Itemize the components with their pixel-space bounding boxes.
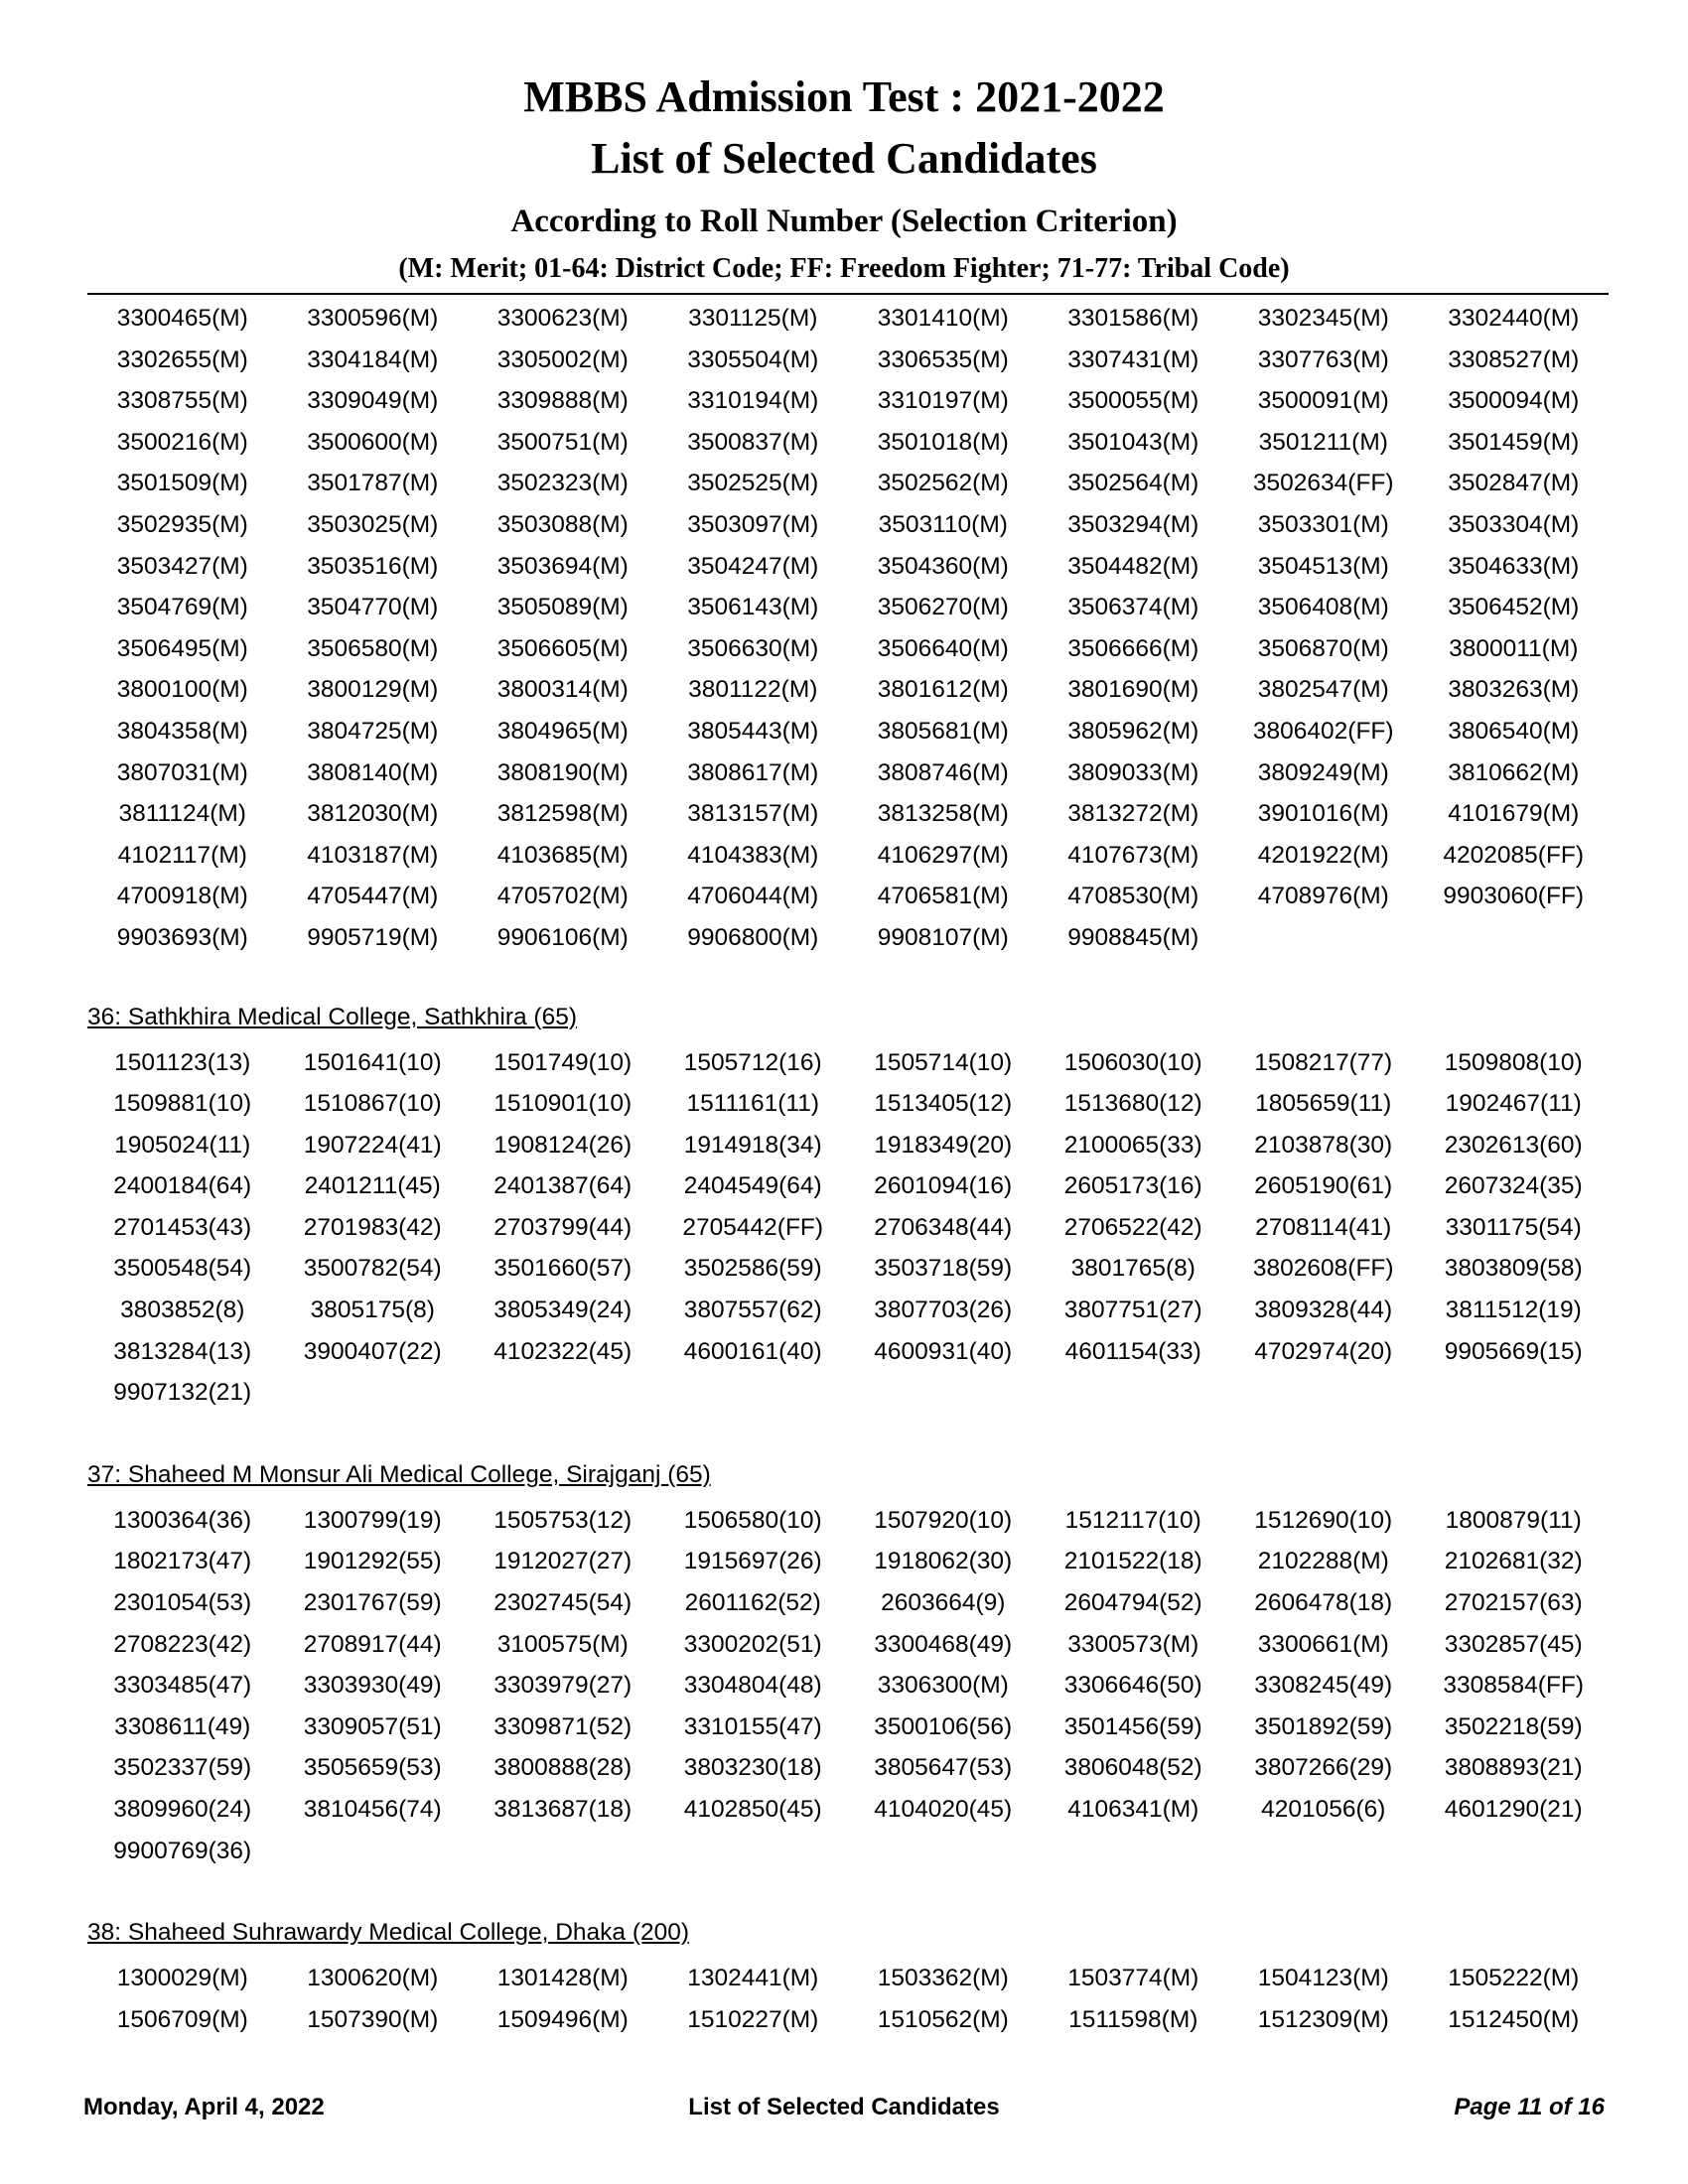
roll-number: 9905719(M) bbox=[307, 923, 439, 951]
roll-number: 3810662(M) bbox=[1448, 758, 1580, 786]
roll-number: 3503097(M) bbox=[687, 510, 819, 538]
roll-number: 3807557(62) bbox=[683, 1297, 822, 1324]
roll-number: 1501123(13) bbox=[114, 1048, 251, 1076]
roll-number: 4102322(45) bbox=[493, 1337, 633, 1365]
roll-number: 1512450(M) bbox=[1448, 2005, 1580, 2033]
roll-number: 3800888(28) bbox=[493, 1754, 633, 1782]
roll-number: 1512690(10) bbox=[1254, 1506, 1393, 1534]
roll-number: 9903693(M) bbox=[116, 923, 248, 951]
roll-number: 3501456(59) bbox=[1063, 1712, 1202, 1740]
roll-number: 3307431(M) bbox=[1067, 345, 1199, 373]
roll-number: 1301428(M) bbox=[496, 1965, 629, 1992]
roll-number: 3502564(M) bbox=[1067, 470, 1199, 497]
college-title-suhrawardy: 38: Shaheed Suhrawardy Medical College, Dhaka (200) bbox=[87, 1919, 690, 1947]
roll-number: 3806402(FF) bbox=[1252, 717, 1394, 745]
roll-number: 3800100(M) bbox=[116, 676, 248, 704]
roll-number: 3310194(M) bbox=[687, 387, 819, 415]
roll-number: 3501892(59) bbox=[1254, 1712, 1393, 1740]
roll-number: 1505714(10) bbox=[874, 1048, 1013, 1076]
roll-number: 3504513(M) bbox=[1257, 552, 1389, 580]
roll-number: 1510562(M) bbox=[877, 2005, 1009, 2033]
roll-number: 3504769(M) bbox=[116, 594, 248, 621]
roll-number: 3305504(M) bbox=[687, 345, 819, 373]
roll-number: 3804725(M) bbox=[307, 717, 439, 745]
roll-number: 1501749(10) bbox=[493, 1048, 633, 1076]
roll-number: 3302345(M) bbox=[1257, 305, 1389, 332]
roll-number: 3506666(M) bbox=[1067, 634, 1199, 662]
roll-number: 3900407(22) bbox=[303, 1337, 442, 1365]
roll-number: 3310155(47) bbox=[683, 1712, 822, 1740]
roll-number: 3500216(M) bbox=[116, 428, 248, 456]
roll-number: 9900769(36) bbox=[113, 1837, 252, 1864]
roll-grid bbox=[87, 1042, 1609, 1414]
roll-number: 3504360(M) bbox=[877, 552, 1009, 580]
college-title-sathkhira: 36: Sathkhira Medical College, Sathkhira (65) bbox=[87, 1003, 577, 1030]
roll-number: 1512117(10) bbox=[1064, 1506, 1201, 1534]
roll-number: 3308611(49) bbox=[114, 1712, 251, 1740]
roll-number: 3805349(24) bbox=[493, 1297, 633, 1324]
roll-number: 3306646(50) bbox=[1063, 1672, 1202, 1700]
roll-number: 4706044(M) bbox=[687, 883, 819, 910]
roll-number: 1503774(M) bbox=[1067, 1965, 1199, 1992]
roll-number: 2102681(32) bbox=[1444, 1548, 1583, 1575]
roll-number: 3503110(M) bbox=[878, 510, 1008, 538]
roll-number: 4104383(M) bbox=[687, 841, 819, 869]
roll-number: 3801122(M) bbox=[688, 676, 818, 704]
roll-number: 3506870(M) bbox=[1257, 634, 1389, 662]
roll-number: 3812030(M) bbox=[307, 800, 439, 828]
roll-number: 3303979(27) bbox=[493, 1672, 633, 1700]
roll-number: 4102850(45) bbox=[683, 1796, 822, 1823]
document-subtitle: List of Selected Candidates bbox=[591, 134, 1097, 183]
college-title-sirajganj: 37: Shaheed M Monsur Ali Medical College, Sirajganj (65) bbox=[87, 1460, 711, 1488]
roll-number: 2301767(59) bbox=[303, 1589, 442, 1617]
roll-number: 2701453(43) bbox=[113, 1213, 252, 1241]
roll-number: 3807266(29) bbox=[1254, 1754, 1393, 1782]
roll-number: 1805659(11) bbox=[1255, 1090, 1392, 1118]
roll-number: 2404549(64) bbox=[683, 1172, 822, 1200]
roll-number: 3500055(M) bbox=[1067, 387, 1199, 415]
roll-number: 3501459(M) bbox=[1448, 428, 1580, 456]
footer-date: Monday, April 4, 2022 bbox=[83, 2094, 325, 2120]
roll-number: 3501043(M) bbox=[1067, 428, 1199, 456]
roll-number: 1800879(11) bbox=[1445, 1506, 1582, 1534]
roll-number: 3300202(51) bbox=[683, 1630, 822, 1658]
roll-number: 4201056(6) bbox=[1261, 1796, 1386, 1823]
roll-number: 3506495(M) bbox=[116, 634, 248, 662]
roll-number: 4705702(M) bbox=[496, 883, 629, 910]
roll-number: 3503088(M) bbox=[496, 510, 629, 538]
roll-number: 4601154(33) bbox=[1064, 1337, 1201, 1365]
roll-number: 3503718(59) bbox=[874, 1255, 1013, 1283]
roll-number: 2701983(42) bbox=[303, 1213, 442, 1241]
roll-number: 9905669(15) bbox=[1444, 1337, 1583, 1365]
roll-number: 3802547(M) bbox=[1257, 676, 1389, 704]
roll-grid bbox=[87, 1500, 1609, 1871]
roll-number: 9907132(21) bbox=[113, 1379, 252, 1407]
roll-number: 1506580(10) bbox=[683, 1506, 822, 1534]
roll-number: 4106297(M) bbox=[877, 841, 1009, 869]
roll-number: 2605190(61) bbox=[1254, 1172, 1393, 1200]
roll-number: 3801690(M) bbox=[1067, 676, 1199, 704]
roll-number: 3506640(M) bbox=[877, 634, 1009, 662]
roll-number: 3500600(M) bbox=[307, 428, 439, 456]
roll-number: 3506452(M) bbox=[1448, 594, 1580, 621]
roll-number: 2705442(FF) bbox=[682, 1213, 824, 1241]
roll-number: 4106341(M) bbox=[1067, 1796, 1199, 1823]
roll-number: 3803263(M) bbox=[1448, 676, 1580, 704]
roll-number: 3305002(M) bbox=[496, 345, 629, 373]
roll-number: 3506580(M) bbox=[307, 634, 439, 662]
roll-number: 1507920(10) bbox=[874, 1506, 1013, 1534]
roll-number: 1510901(10) bbox=[493, 1090, 633, 1118]
roll-number: 1506030(10) bbox=[1063, 1048, 1202, 1076]
roll-number: 3300661(M) bbox=[1257, 1630, 1389, 1658]
roll-number: 4103685(M) bbox=[496, 841, 629, 869]
roll-number: 1918062(30) bbox=[874, 1548, 1013, 1575]
roll-number: 1503362(M) bbox=[877, 1965, 1009, 1992]
roll-number: 3300468(49) bbox=[874, 1630, 1013, 1658]
roll-number: 3502323(M) bbox=[496, 470, 629, 497]
roll-number: 1510227(M) bbox=[687, 2005, 819, 2033]
roll-number: 1912027(27) bbox=[493, 1548, 633, 1575]
roll-number: 2301054(53) bbox=[113, 1589, 252, 1617]
roll-number: 4705447(M) bbox=[307, 883, 439, 910]
roll-number: 1302441(M) bbox=[687, 1965, 819, 1992]
roll-number: 3501509(M) bbox=[116, 470, 248, 497]
roll-number: 3500106(56) bbox=[874, 1712, 1013, 1740]
roll-number: 1512309(M) bbox=[1257, 2005, 1389, 2033]
roll-number: 3506374(M) bbox=[1067, 594, 1199, 621]
roll-number: 3500782(54) bbox=[303, 1255, 442, 1283]
document-title: MBBS Admission Test : 2021-2022 bbox=[523, 72, 1165, 121]
roll-number: 3304184(M) bbox=[307, 345, 439, 373]
roll-number: 3802608(FF) bbox=[1252, 1255, 1394, 1283]
roll-number: 4102117(M) bbox=[117, 841, 247, 869]
roll-number: 3804965(M) bbox=[496, 717, 629, 745]
roll-number: 3309871(52) bbox=[493, 1712, 633, 1740]
roll-number: 3503694(M) bbox=[496, 552, 629, 580]
roll-number: 3504770(M) bbox=[307, 594, 439, 621]
roll-number: 4702974(20) bbox=[1254, 1337, 1393, 1365]
roll-number: 3806540(M) bbox=[1448, 717, 1580, 745]
roll-number: 3300623(M) bbox=[496, 305, 629, 332]
roll-number: 3502218(59) bbox=[1444, 1712, 1583, 1740]
roll-number: 2101522(18) bbox=[1063, 1548, 1202, 1575]
roll-number: 3506630(M) bbox=[687, 634, 819, 662]
roll-number: 3813258(M) bbox=[877, 800, 1009, 828]
roll-number: 1908124(26) bbox=[493, 1131, 633, 1159]
roll-number: 3808140(M) bbox=[307, 758, 439, 786]
roll-number: 3308584(FF) bbox=[1443, 1672, 1585, 1700]
roll-number: 3301125(M) bbox=[688, 305, 818, 332]
roll-number: 3503427(M) bbox=[116, 552, 248, 580]
roll-number: 1918349(20) bbox=[874, 1131, 1013, 1159]
roll-number: 3813272(M) bbox=[1067, 800, 1199, 828]
roll-number: 3800011(M) bbox=[1449, 634, 1579, 662]
roll-number: 3500094(M) bbox=[1448, 387, 1580, 415]
roll-number: 3302857(45) bbox=[1444, 1630, 1583, 1658]
roll-number: 4202085(FF) bbox=[1443, 841, 1585, 869]
roll-number: 3805443(M) bbox=[687, 717, 819, 745]
roll-number: 3501660(57) bbox=[493, 1255, 633, 1283]
roll-number: 3504247(M) bbox=[687, 552, 819, 580]
roll-number: 1505222(M) bbox=[1448, 1965, 1580, 1992]
roll-number: 3806048(52) bbox=[1063, 1754, 1202, 1782]
roll-number: 3307763(M) bbox=[1257, 345, 1389, 373]
roll-number: 1506709(M) bbox=[116, 2005, 248, 2033]
roll-number: 3808746(M) bbox=[877, 758, 1009, 786]
roll-number: 3308527(M) bbox=[1448, 345, 1580, 373]
roll-number: 1501641(10) bbox=[303, 1048, 442, 1076]
roll-number: 3813157(M) bbox=[687, 800, 819, 828]
roll-number: 1802173(47) bbox=[113, 1548, 252, 1575]
roll-number: 9906800(M) bbox=[687, 923, 819, 951]
roll-number: 3803809(58) bbox=[1444, 1255, 1583, 1283]
roll-number: 1511161(11) bbox=[686, 1090, 819, 1118]
roll-number: 3505659(53) bbox=[303, 1754, 442, 1782]
roll-number: 3810456(74) bbox=[303, 1796, 442, 1823]
roll-number: 3809249(M) bbox=[1257, 758, 1389, 786]
code-legend: (M: Merit; 01-64: District Code; FF: Freedom Fighter; 71-77: Tribal Code) bbox=[398, 253, 1290, 284]
roll-number: 3306535(M) bbox=[877, 345, 1009, 373]
roll-number: 2601094(16) bbox=[874, 1172, 1013, 1200]
roll-number: 3301175(54) bbox=[1445, 1213, 1582, 1241]
roll-number: 1907224(41) bbox=[303, 1131, 442, 1159]
roll-number: 3301410(M) bbox=[877, 305, 1009, 332]
roll-number: 2706522(42) bbox=[1063, 1213, 1202, 1241]
roll-number: 4104020(45) bbox=[874, 1796, 1013, 1823]
roll-number: 2400184(64) bbox=[113, 1172, 252, 1200]
roll-number: 3500091(M) bbox=[1257, 387, 1389, 415]
roll-number: 1300620(M) bbox=[307, 1965, 439, 1992]
roll-grid bbox=[87, 1958, 1609, 2040]
roll-number: 3800314(M) bbox=[496, 676, 629, 704]
roll-number: 3807751(27) bbox=[1063, 1297, 1202, 1324]
roll-number: 3801612(M) bbox=[877, 676, 1009, 704]
roll-number: 3809960(24) bbox=[113, 1796, 252, 1823]
roll-number: 3304804(48) bbox=[683, 1672, 822, 1700]
roll-number: 3502586(59) bbox=[683, 1255, 822, 1283]
roll-number: 3801765(8) bbox=[1070, 1255, 1196, 1283]
roll-number: 1511598(M) bbox=[1068, 2005, 1198, 2033]
roll-number: 2706348(44) bbox=[874, 1213, 1013, 1241]
roll-number: 3309049(M) bbox=[307, 387, 439, 415]
roll-number: 3501787(M) bbox=[307, 470, 439, 497]
roll-number: 3506270(M) bbox=[877, 594, 1009, 621]
roll-number: 3803852(8) bbox=[120, 1297, 245, 1324]
roll-number: 9903060(FF) bbox=[1443, 883, 1585, 910]
roll-number: 3500548(54) bbox=[113, 1255, 252, 1283]
roll-number: 3809033(M) bbox=[1067, 758, 1199, 786]
roll-number: 3504482(M) bbox=[1067, 552, 1199, 580]
roll-number: 3809328(44) bbox=[1254, 1297, 1393, 1324]
roll-number: 1902467(11) bbox=[1445, 1090, 1582, 1118]
roll-number: 3807703(26) bbox=[874, 1297, 1013, 1324]
roll-number: 2708917(44) bbox=[303, 1630, 442, 1658]
roll-number: 1905024(11) bbox=[114, 1131, 251, 1159]
roll-number: 3302440(M) bbox=[1448, 305, 1580, 332]
roll-number: 2607324(35) bbox=[1444, 1172, 1583, 1200]
roll-number: 3805681(M) bbox=[877, 717, 1009, 745]
roll-number: 3813687(18) bbox=[493, 1796, 633, 1823]
roll-number: 3504633(M) bbox=[1448, 552, 1580, 580]
roll-number: 3300465(M) bbox=[116, 305, 248, 332]
roll-number: 3501018(M) bbox=[877, 428, 1009, 456]
roll-number: 3807031(M) bbox=[116, 758, 248, 786]
roll-number: 1513405(12) bbox=[874, 1090, 1013, 1118]
roll-number: 3804358(M) bbox=[116, 717, 248, 745]
roll-number: 3300596(M) bbox=[307, 305, 439, 332]
roll-number: 3309888(M) bbox=[496, 387, 629, 415]
roll-number: 3306300(M) bbox=[877, 1672, 1009, 1700]
roll-number: 3100575(M) bbox=[496, 1630, 629, 1658]
roll-number: 3506408(M) bbox=[1257, 594, 1389, 621]
roll-number: 4107673(M) bbox=[1067, 841, 1199, 869]
roll-number: 3805962(M) bbox=[1067, 717, 1199, 745]
roll-number: 2401211(45) bbox=[304, 1172, 441, 1200]
roll-number: 3808893(21) bbox=[1444, 1754, 1583, 1782]
roll-number: 3808617(M) bbox=[687, 758, 819, 786]
roll-number: 2708114(41) bbox=[1255, 1213, 1392, 1241]
roll-number: 1509808(10) bbox=[1444, 1048, 1583, 1076]
roll-number: 2603664(9) bbox=[881, 1589, 1006, 1617]
roll-number: 4101679(M) bbox=[1448, 800, 1580, 828]
roll-number: 3502634(FF) bbox=[1252, 470, 1394, 497]
roll-number: 1509496(M) bbox=[496, 2005, 629, 2033]
roll-number: 2103878(30) bbox=[1254, 1131, 1393, 1159]
roll-number: 3808190(M) bbox=[496, 758, 629, 786]
roll-number: 4600931(40) bbox=[874, 1337, 1013, 1365]
footer-page-number: Page 11 of 16 bbox=[1454, 2094, 1605, 2120]
roll-number: 2604794(52) bbox=[1063, 1589, 1202, 1617]
roll-number: 2703799(44) bbox=[493, 1213, 633, 1241]
roll-number: 3301586(M) bbox=[1067, 305, 1199, 332]
roll-number: 3811512(19) bbox=[1445, 1297, 1582, 1324]
roll-number: 2601162(52) bbox=[684, 1589, 821, 1617]
roll-number: 1508217(77) bbox=[1254, 1048, 1393, 1076]
roll-number: 9908845(M) bbox=[1067, 923, 1199, 951]
roll-number: 3503025(M) bbox=[307, 510, 439, 538]
roll-number: 2708223(42) bbox=[113, 1630, 252, 1658]
roll-number: 3502562(M) bbox=[877, 470, 1009, 497]
roll-number: 3308245(49) bbox=[1254, 1672, 1393, 1700]
roll-number: 3811124(M) bbox=[118, 800, 246, 828]
roll-number: 3506605(M) bbox=[496, 634, 629, 662]
roll-number: 2100065(33) bbox=[1063, 1131, 1202, 1159]
roll-number: 1505712(16) bbox=[683, 1048, 822, 1076]
roll-number: 3300573(M) bbox=[1067, 1630, 1199, 1658]
candidate-list bbox=[87, 298, 1609, 2040]
roll-number: 1914918(34) bbox=[683, 1131, 822, 1159]
roll-number: 2606478(18) bbox=[1254, 1589, 1393, 1617]
roll-number: 3310197(M) bbox=[877, 387, 1009, 415]
roll-number: 3502935(M) bbox=[116, 510, 248, 538]
roll-number: 4708530(M) bbox=[1067, 883, 1199, 910]
roll-number: 1513680(12) bbox=[1063, 1090, 1202, 1118]
roll-number: 2102288(M) bbox=[1257, 1548, 1389, 1575]
roll-number: 3502525(M) bbox=[687, 470, 819, 497]
roll-number: 3500751(M) bbox=[496, 428, 629, 456]
roll-number: 3812598(M) bbox=[496, 800, 629, 828]
roll-number: 2302613(60) bbox=[1444, 1131, 1583, 1159]
footer-title: List of Selected Candidates bbox=[688, 2094, 1000, 2120]
roll-number: 3503304(M) bbox=[1448, 510, 1580, 538]
roll-number: 9908107(M) bbox=[877, 923, 1009, 951]
roll-number: 1510867(10) bbox=[303, 1090, 442, 1118]
roll-number: 4103187(M) bbox=[307, 841, 439, 869]
roll-number: 3901016(M) bbox=[1257, 800, 1389, 828]
roll-grid bbox=[87, 298, 1609, 959]
roll-number: 1300364(36) bbox=[113, 1506, 252, 1534]
roll-number: 3309057(51) bbox=[303, 1712, 442, 1740]
roll-number: 4601290(21) bbox=[1444, 1796, 1583, 1823]
selection-criterion: According to Roll Number (Selection Criterion) bbox=[510, 204, 1178, 239]
roll-number: 2605173(16) bbox=[1063, 1172, 1202, 1200]
roll-number: 2302745(54) bbox=[493, 1589, 633, 1617]
roll-number: 9906106(M) bbox=[496, 923, 629, 951]
roll-number: 3503301(M) bbox=[1257, 510, 1389, 538]
roll-number: 1300799(19) bbox=[303, 1506, 442, 1534]
roll-number: 1901292(55) bbox=[303, 1548, 442, 1575]
roll-number: 3505089(M) bbox=[496, 594, 629, 621]
roll-number: 3805175(8) bbox=[310, 1297, 435, 1324]
roll-number: 3302655(M) bbox=[116, 345, 248, 373]
roll-number: 1915697(26) bbox=[683, 1548, 822, 1575]
roll-number: 3303930(49) bbox=[303, 1672, 442, 1700]
roll-number: 1505753(12) bbox=[493, 1506, 633, 1534]
roll-number: 3501211(M) bbox=[1258, 428, 1388, 456]
roll-number: 1509881(10) bbox=[113, 1090, 252, 1118]
roll-number: 3800129(M) bbox=[307, 676, 439, 704]
roll-number: 3303485(47) bbox=[113, 1672, 252, 1700]
roll-number: 3813284(13) bbox=[113, 1337, 252, 1365]
roll-number: 3308755(M) bbox=[116, 387, 248, 415]
roll-number: 3502337(59) bbox=[113, 1754, 252, 1782]
roll-number: 4706581(M) bbox=[877, 883, 1009, 910]
roll-number: 4201922(M) bbox=[1257, 841, 1389, 869]
header-rule bbox=[87, 293, 1609, 295]
roll-number: 4600161(40) bbox=[683, 1337, 822, 1365]
roll-number: 2401387(64) bbox=[493, 1172, 633, 1200]
roll-number: 1507390(M) bbox=[307, 2005, 439, 2033]
roll-number: 3500837(M) bbox=[687, 428, 819, 456]
roll-number: 3503294(M) bbox=[1067, 510, 1199, 538]
roll-number: 4708976(M) bbox=[1257, 883, 1389, 910]
roll-number: 1504123(M) bbox=[1257, 1965, 1389, 1992]
roll-number: 3805647(53) bbox=[874, 1754, 1013, 1782]
roll-number: 2702157(63) bbox=[1444, 1589, 1583, 1617]
roll-number: 1300029(M) bbox=[116, 1965, 248, 1992]
roll-number: 3506143(M) bbox=[687, 594, 819, 621]
roll-number: 3803230(18) bbox=[683, 1754, 822, 1782]
roll-number: 3502847(M) bbox=[1448, 470, 1580, 497]
roll-number: 3503516(M) bbox=[307, 552, 439, 580]
roll-number: 4700918(M) bbox=[116, 883, 248, 910]
